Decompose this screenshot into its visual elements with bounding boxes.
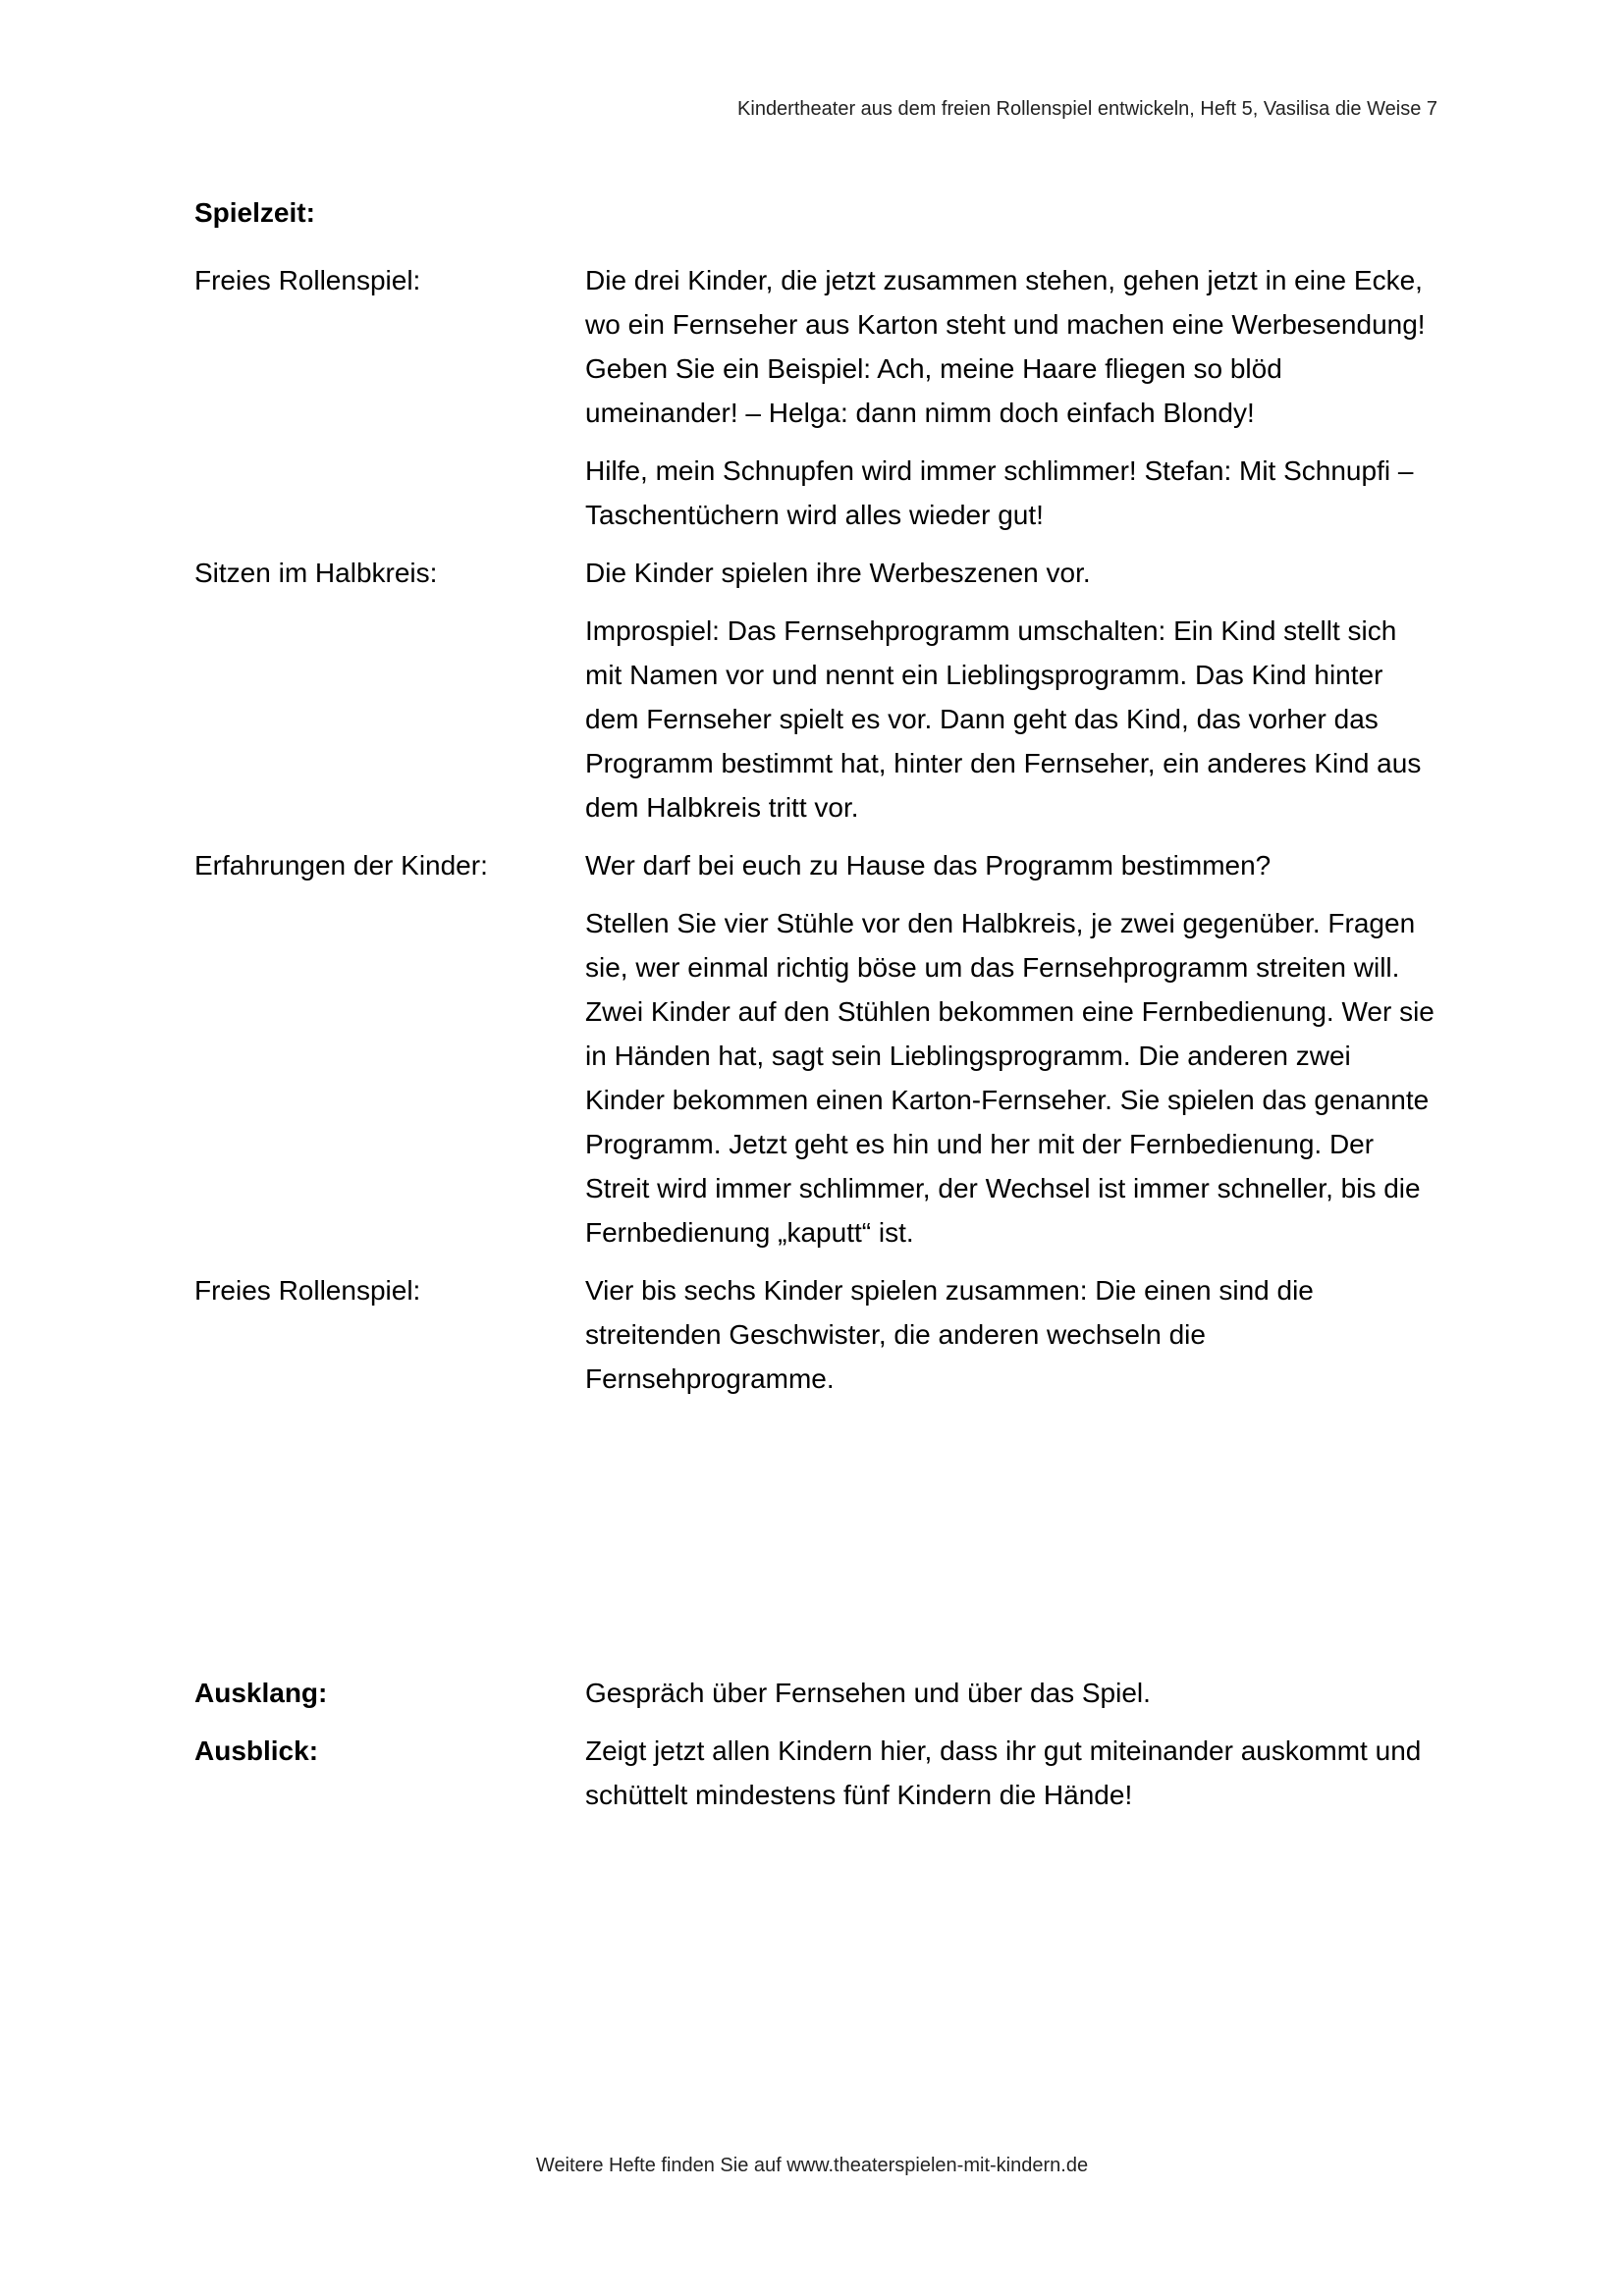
activity-paragraph: Die Kinder spielen ihre Werbeszenen vor. — [585, 558, 1091, 588]
activity-row — [194, 843, 1437, 1255]
activity-paragraph: Stellen Sie vier Stühle vor den Halbkreis, je zwei gegenüber. Fragen sie, wer einmal richtig böse um das Fernsehprogramm streiten will. Zwei Kinder auf den Stühlen bekommen eine Fernbedienung. Wer sie in Händen hat, sagt sein Lieblingsprogramm. Die anderen zwei Kinder bekommen einen Karton-Fernseher. Sie spielen das genannte Programm. Jetzt geht es hin und her mit der Fernbedienung. Der Streit wird immer schlimmer, der Wechsel ist immer schneller, bis die Fernbedienung „kaputt“ ist. — [585, 908, 1435, 1248]
closing-paragraph: Gespräch über Fernsehen und über das Spiel. — [585, 1678, 1151, 1708]
activity-content — [585, 1268, 1437, 1401]
activity-label: Sitzen im Halbkreis: — [194, 558, 438, 588]
activity-paragraph: Hilfe, mein Schnupfen wird immer schlimmer! Stefan: Mit Schnupfi –Taschentüchern wird alles wieder gut! — [585, 455, 1414, 530]
closing-row — [194, 1671, 1437, 1715]
activity-label: Freies Rollenspiel: — [194, 265, 421, 295]
closing-paragraph: Zeigt jetzt allen Kindern hier, dass ihr gut miteinander auskommt und schüttelt mindestens fünf Kindern die Hände! — [585, 1735, 1422, 1810]
activity-label: Erfahrungen der Kinder: — [194, 850, 488, 881]
closing-content — [585, 1729, 1437, 1817]
closing-label: Ausblick: — [194, 1735, 319, 1766]
closing-content — [585, 1671, 1437, 1715]
activity-row — [194, 1268, 1437, 1401]
activity-content — [585, 551, 1437, 829]
activity-paragraph: Die drei Kinder, die jetzt zusammen stehen, gehen jetzt in eine Ecke, wo ein Fernseher aus Karton steht und machen eine Werbesendung! Geben Sie ein Beispiel: Ach, meine Haare fliegen so blöd umeinander! – Helga: dann nimm doch einfach Blondy! — [585, 265, 1426, 428]
closing-list — [194, 1671, 1437, 1831]
activity-row — [194, 551, 1437, 829]
running-header: Kindertheater aus dem freien Rollenspiel entwickeln, Heft 5, Vasilisa die Weise 7 — [737, 98, 1437, 120]
activity-content — [585, 258, 1437, 537]
section-title: Spielzeit: — [194, 197, 315, 228]
activity-paragraph: Vier bis sechs Kinder spielen zusammen: Die einen sind die streitenden Geschwister, die anderen wechseln die Fernsehprogramme. — [585, 1275, 1314, 1394]
activity-paragraph: Wer darf bei euch zu Hause das Programm bestimmen? — [585, 850, 1272, 881]
activity-paragraph: Improspiel: Das Fernsehprogramm umschalten: Ein Kind stellt sich mit Namen vor und nennt ein Lieblingsprogramm. Das Kind hinter dem Fernseher spielt es vor. Dann geht das Kind, das vorher das Programm bestimmt hat, hinter den Fernseher, ein anderes Kind aus dem Halbkreis tritt vor. — [585, 615, 1422, 823]
page-footer: Weitere Hefte finden Sie auf www.theaterspielen-mit-kindern.de — [535, 2155, 1089, 2176]
activity-label: Freies Rollenspiel: — [194, 1275, 421, 1306]
closing-label: Ausklang: — [194, 1678, 328, 1708]
closing-row — [194, 1729, 1437, 1817]
activity-row — [194, 258, 1437, 537]
activity-list — [194, 258, 1437, 1415]
activity-content — [585, 843, 1437, 1255]
